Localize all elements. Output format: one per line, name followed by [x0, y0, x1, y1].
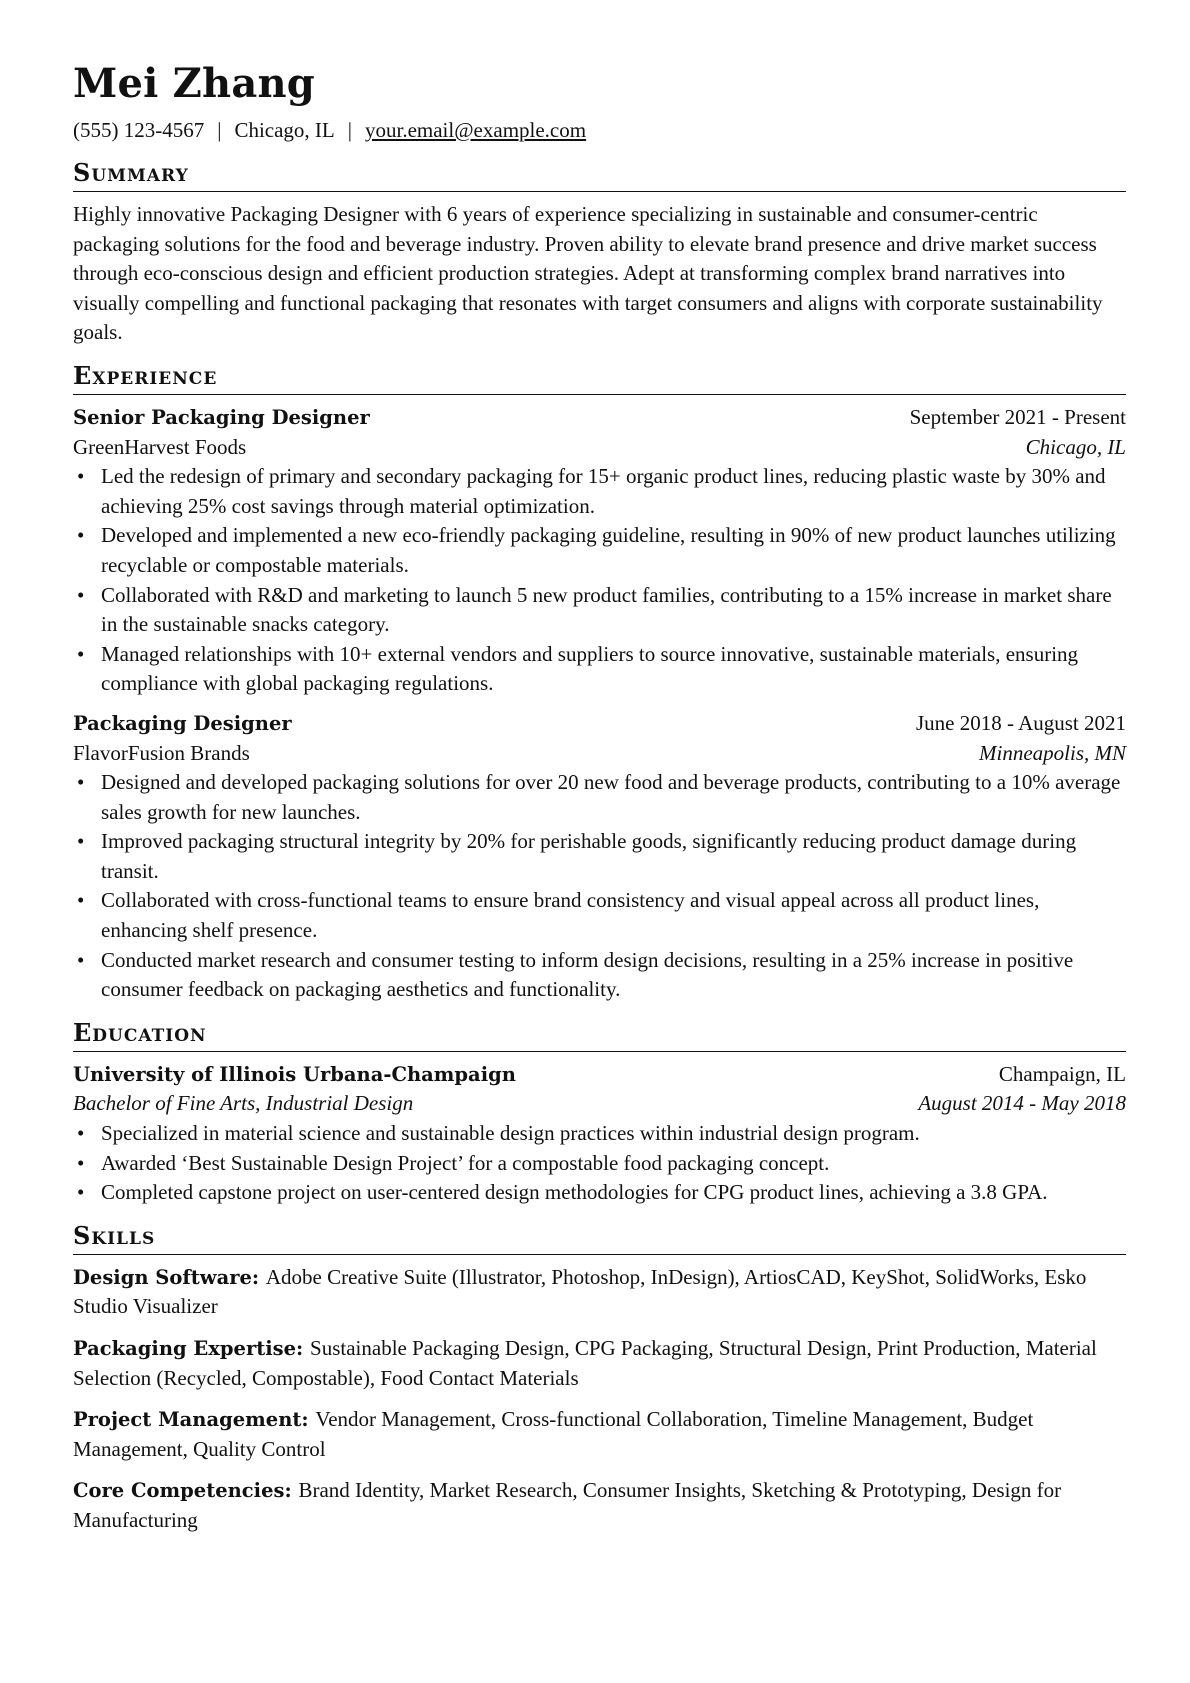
school-name: University of Illinois Urbana-Champaign [73, 1062, 516, 1086]
list-item: • Collaborated with cross-functional teams to ensure brand consistency and visual appeal across all product lines, enhancing shelf presence. [101, 886, 1126, 945]
phone-number: (555) 123-4567 [73, 118, 205, 142]
location: Chicago, IL [234, 118, 335, 142]
job-location: Minneapolis, MN [979, 740, 1126, 765]
job-bullets [73, 768, 1126, 1005]
degree: Bachelor of Fine Arts, Industrial Design [73, 1091, 414, 1116]
skill-value: Adobe Creative Suite (Illustrator, Photoshop, InDesign), ArtiosCAD, KeyShot, SolidWorks, Esko Studio Visualizer [73, 1264, 1087, 1319]
skill-group [73, 1334, 1126, 1393]
job-subheader [73, 433, 1126, 463]
education-header [73, 1060, 1126, 1090]
skill-label: Core Competencies: [73, 1479, 299, 1503]
job-location: Chicago, IL [1025, 434, 1126, 459]
list-item: • Specialized in material science and sustainable design practices within industrial design program. [101, 1119, 1126, 1149]
job-dates: June 2018 - August 2021 [916, 710, 1126, 735]
list-item: • Managed relationships with 10+ external vendors and suppliers to source innovative, sustainable materials, ensuring compliance with global packaging regulations. [101, 640, 1126, 699]
job-subheader [73, 739, 1126, 769]
job-bullets [73, 462, 1126, 699]
job-header [73, 709, 1126, 739]
section-title-experience: Experience [73, 360, 1126, 395]
candidate-name: Mei Zhang [73, 60, 315, 107]
section-title-summary: Summary [73, 157, 1126, 192]
resume-page [73, 58, 1126, 1548]
skill-group [73, 1476, 1126, 1535]
summary-section [73, 157, 1126, 348]
skill-label: Project Management: [73, 1408, 316, 1432]
list-item: • Improved packaging structural integrity by 20% for perishable goods, significantly reducing product damage during transit. [101, 827, 1126, 886]
experience-section [73, 360, 1126, 1005]
skills-section [73, 1220, 1126, 1536]
job-company: FlavorFusion Brands [73, 740, 250, 765]
job-entry [73, 403, 1126, 699]
email-link[interactable]: your.email@example.com [364, 118, 587, 142]
list-item: • Led the redesign of primary and secondary packaging for 15+ organic product lines, reducing plastic waste by 30% and achieving 25% cost savings through material optimization. [101, 462, 1126, 521]
job-company: GreenHarvest Foods [73, 434, 247, 459]
list-item: • Collaborated with R&D and marketing to launch 5 new product families, contributing to a 15% increase in market share in the sustainable snacks category. [101, 581, 1126, 640]
job-entry [73, 709, 1126, 1005]
school-location: Champaign, IL [998, 1061, 1126, 1086]
contact-separator: | [217, 118, 222, 142]
skill-group [73, 1405, 1126, 1464]
job-dates: September 2021 - Present [909, 404, 1126, 429]
list-item: • Awarded ‘Best Sustainable Design Project’ for a compostable food packaging concept. [101, 1149, 1126, 1179]
education-subheader [73, 1089, 1126, 1119]
skill-value: Sustainable Packaging Design, CPG Packaging, Structural Design, Print Production, Material Selection (Recycled, Compostable), Food Contact Materials [73, 1336, 1097, 1390]
skill-group [73, 1263, 1126, 1322]
skill-value: Vendor Management, Cross-functional Collaboration, Timeline Management, Budget Management, Quality Control [73, 1407, 1034, 1461]
job-role: Senior Packaging Designer [73, 405, 370, 429]
job-role: Packaging Designer [73, 711, 292, 735]
contact-line [73, 115, 1126, 145]
list-item: • Conducted market research and consumer testing to inform design decisions, resulting in a 25% increase in positive consumer feedback on packaging aesthetics and functionality. [101, 946, 1126, 1005]
education-dates: August 2014 - May 2018 [918, 1091, 1126, 1116]
list-item: • Developed and implemented a new eco-friendly packaging guideline, resulting in 90% of new product launches utilizing recyclable or compostable materials. [101, 521, 1126, 580]
list-item: • Designed and developed packaging solutions for over 20 new food and beverage products, contributing to a 10% average sales growth for new launches. [101, 768, 1126, 827]
job-header [73, 403, 1126, 433]
summary-text: Highly innovative Packaging Designer with 6 years of experience specializing in sustainable and consumer-centric packaging solutions for the food and beverage industry. Proven ability to elevate brand presence and drive market success through eco-conscious design and efficient production strategies. Adept at transforming complex brand narratives into visually compelling and functional packaging that resonates with target consumers and aligns with corporate sustainability goals. [73, 202, 1103, 345]
contact-separator: | [347, 118, 352, 142]
skill-value: Brand Identity, Market Research, Consumer Insights, Sketching & Prototyping, Design for Manufacturing [73, 1478, 1062, 1532]
education-section [73, 1017, 1126, 1208]
section-title-skills: Skills [73, 1220, 1126, 1255]
list-item: • Completed capstone project on user-centered design methodologies for CPG product lines, achieving a 3.8 GPA. [101, 1178, 1126, 1208]
section-title-education: Education [73, 1017, 1126, 1052]
skill-label: Design Software: [73, 1265, 266, 1289]
skill-label: Packaging Expertise: [73, 1337, 311, 1360]
education-bullets [73, 1119, 1126, 1208]
